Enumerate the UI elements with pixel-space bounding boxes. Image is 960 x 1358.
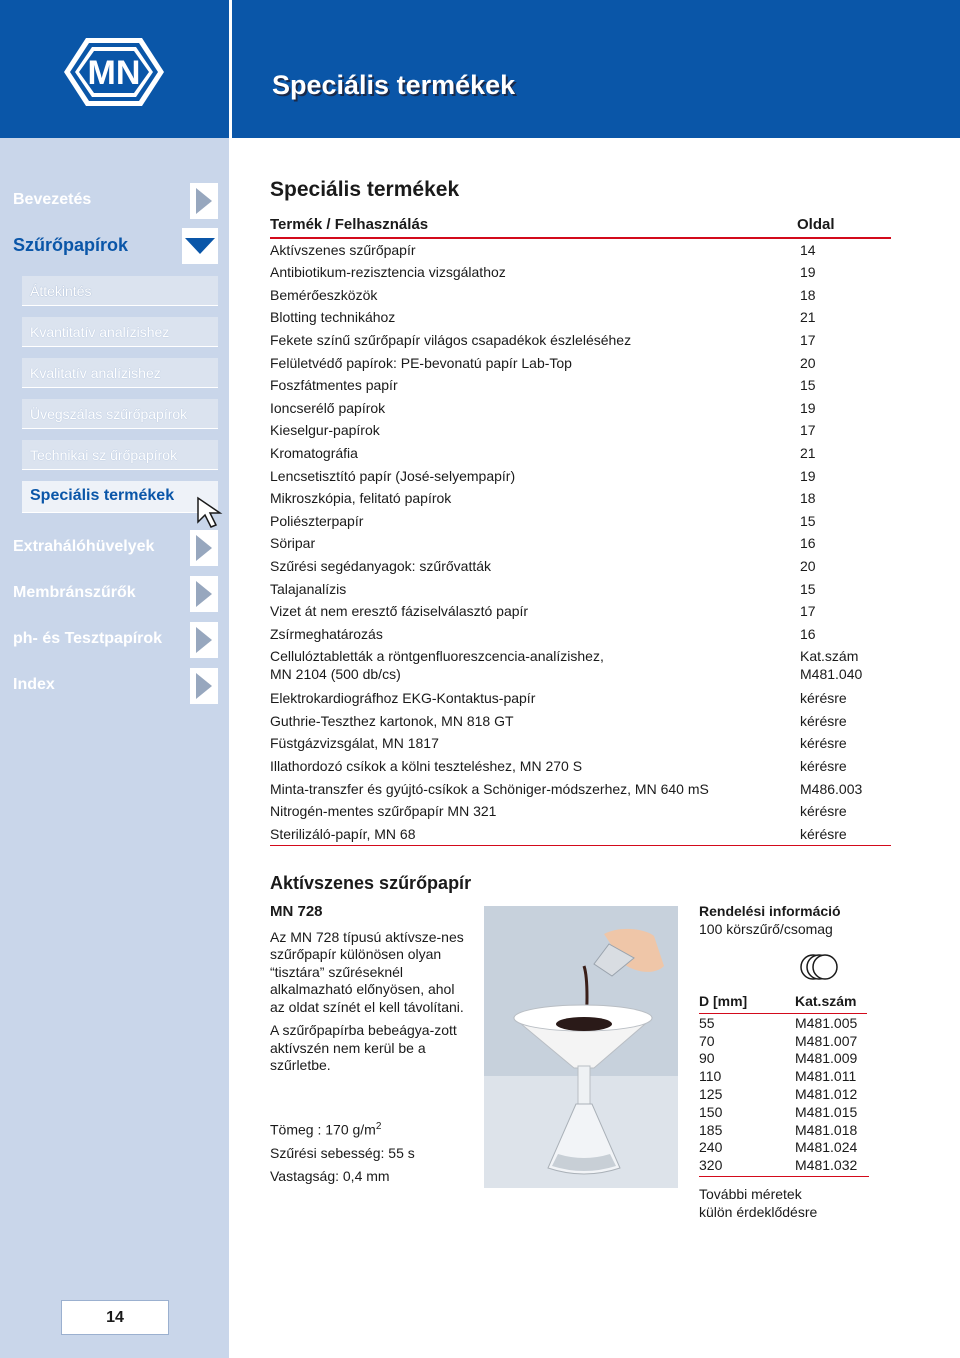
order-row	[699, 1032, 867, 1050]
sidebar-item-specialis[interactable]	[22, 481, 218, 513]
table-row	[270, 329, 891, 352]
product-photo	[484, 906, 678, 1188]
row-name: Illathordozó csíkok a kölni teszteléshez, MN 270 S	[270, 758, 583, 775]
row-page: 21	[800, 444, 816, 461]
chevron-right-icon	[190, 530, 218, 566]
row-page: kérésre	[800, 735, 847, 752]
spec-speed: Szűrési sebesség: 55 s	[270, 1144, 415, 1161]
filter-circles-icon	[799, 951, 839, 983]
row-page: 15	[800, 580, 816, 597]
row-name: Zsírmeghatározás	[270, 625, 383, 642]
cursor-arrow-icon	[194, 494, 230, 530]
order-row	[699, 1121, 867, 1139]
table-row	[270, 800, 891, 823]
spec-thickness: Vastagság: 0,4 mm	[270, 1167, 390, 1184]
table-row	[270, 419, 891, 442]
order-d: 150	[699, 1103, 723, 1120]
order-cat: M481.032	[795, 1157, 858, 1174]
col-d: D [mm]	[699, 993, 795, 1014]
row-name: Foszfátmentes papír	[270, 377, 398, 394]
order-row	[699, 1050, 867, 1068]
table-row	[270, 823, 891, 846]
row-name: Kieselgur-papírok	[270, 422, 380, 439]
row-name: Antibiotikum-rezisztencia vizsgálathoz	[270, 264, 506, 281]
row-name: Cellulóztabletták a röntgenfluoreszcencia-analízishez,	[270, 648, 604, 665]
nav-item-bevezetes[interactable]	[0, 183, 218, 219]
table-row	[270, 374, 891, 397]
order-row	[699, 1085, 867, 1103]
order-row	[699, 1103, 867, 1121]
table-row	[270, 465, 891, 488]
order-note-2: külön érdeklődésre	[699, 1204, 818, 1221]
chevron-right-icon	[190, 622, 218, 658]
spec-weight: Tömeg : 170 g/m	[270, 1121, 376, 1138]
row-page: 17	[800, 422, 816, 439]
table-row	[270, 778, 891, 801]
row-name: Poliészterpapír	[270, 512, 364, 529]
row-cat-head: Kat.szám	[800, 648, 859, 665]
order-heading: Rendelési információ	[699, 903, 841, 919]
table-row	[270, 755, 891, 778]
table-row	[270, 510, 891, 533]
col-cat: Kat.szám	[795, 993, 867, 1014]
order-d: 320	[699, 1157, 723, 1174]
row-name: Fekete színű szűrőpapír világos csapadékok észleléséhez	[270, 331, 632, 348]
table-row	[270, 555, 891, 578]
order-row	[699, 1014, 867, 1032]
row-name: Mikroszkópia, felitató papírok	[270, 490, 452, 507]
section-title: Speciális termékek	[270, 178, 460, 201]
table-row	[270, 352, 891, 375]
table-row	[270, 732, 891, 755]
row-name: Guthrie-Teszthez kartonok, MN 818 GT	[270, 712, 514, 729]
row-name: Aktívszenes szűrőpapír	[270, 241, 416, 258]
row-page: kérésre	[800, 758, 847, 775]
table-row	[270, 578, 891, 601]
order-cat: M481.011	[795, 1068, 857, 1085]
row-page: kérésre	[800, 825, 847, 842]
table-row	[270, 532, 891, 555]
row-page: 18	[800, 490, 816, 507]
nav-item-tesztpapirok[interactable]	[0, 622, 218, 658]
table-row	[270, 623, 891, 646]
table-row	[270, 442, 891, 465]
order-d: 70	[699, 1032, 715, 1049]
row-name: Elektrokardiográfhoz EKG-Kontaktus-papír	[270, 690, 536, 707]
row-name: Talajanalízis	[270, 580, 347, 597]
nav-label: ph- és Tesztpapírok	[13, 630, 163, 647]
row-page: 14	[800, 241, 816, 258]
table-row	[270, 239, 891, 262]
nav-label: Bevezetés	[13, 191, 92, 208]
order-info	[699, 903, 869, 1221]
sidebar-item-kvantitativ[interactable]	[22, 317, 218, 347]
order-d: 125	[699, 1086, 723, 1103]
row-name: Söripar	[270, 535, 316, 552]
nav-item-index[interactable]	[0, 668, 218, 704]
row-page: kérésre	[800, 803, 847, 820]
order-cat: M481.018	[795, 1121, 858, 1138]
product-code: MN 728	[270, 903, 323, 920]
row-page: 20	[800, 557, 816, 574]
row-name-2: MN 2104 (500 db/cs)	[270, 666, 401, 683]
sidebar-item-attekintes[interactable]	[22, 276, 218, 306]
order-row	[699, 1067, 867, 1085]
order-cat: M481.005	[795, 1014, 858, 1031]
sub-label: Áttekintés	[30, 283, 92, 299]
row-name: Szűrési segédanyagok: szűrővatták	[270, 557, 492, 574]
sub-label: Üvegszálas szűrőpapírok	[30, 406, 188, 422]
row-name: Kromatográfia	[270, 444, 358, 461]
nav-label-active: Szűrőpapírok	[13, 235, 129, 255]
row-page: kérésre	[800, 690, 847, 707]
row-page: 19	[800, 399, 816, 416]
row-name: Minta-transzfer és gyújtó-csíkok a Schöniger-módszerhez, MN 640 mS	[270, 780, 709, 797]
table-row-cellulose	[270, 645, 891, 687]
row-page: 16	[800, 535, 816, 552]
page-banner-title: Speciális termékek	[272, 70, 516, 100]
sub-label-active: Speciális termékek	[30, 487, 175, 504]
nav-item-szuropapirok[interactable]	[0, 228, 218, 264]
product-specs	[270, 1115, 415, 1188]
row-name: Bemérőeszközök	[270, 286, 378, 303]
row-name: Blotting technikához	[270, 309, 396, 326]
top-banner	[229, 0, 960, 138]
nav-item-extrahalohuvelyek[interactable]	[0, 530, 218, 566]
row-page: 15	[800, 512, 816, 529]
sub-label: Technikai sz űrőpapírok	[30, 447, 178, 463]
logo-band	[0, 0, 229, 138]
order-d: 90	[699, 1050, 715, 1067]
sidebar-item-uvegszalas[interactable]	[22, 399, 218, 429]
row-name: Felületvédő papírok: PE-bevonatú papír Lab-Top	[270, 354, 572, 371]
row-page: 15	[800, 377, 816, 394]
row-page: 17	[800, 331, 816, 348]
row-name: Ioncserélő papírok	[270, 399, 386, 416]
page-number: 14	[61, 1300, 169, 1335]
row-page: 16	[800, 625, 816, 642]
row-page: 19	[800, 264, 816, 281]
order-cat: M481.007	[795, 1032, 858, 1049]
table-header	[270, 214, 891, 239]
row-name: Lencsetisztító papír (José-selyempapír)	[270, 467, 516, 484]
row-page: M486.003	[800, 780, 863, 797]
row-page: 20	[800, 354, 816, 371]
chevron-down-icon	[182, 228, 218, 264]
row-page: 18	[800, 286, 816, 303]
spec-weight-sup: 2	[375, 1121, 382, 1132]
logo-text: MN	[87, 54, 141, 92]
order-cat: M481.015	[795, 1103, 858, 1120]
table-row	[270, 710, 891, 733]
table-row	[270, 600, 891, 623]
sub-label: Kvalitatív analízishez	[30, 365, 161, 381]
order-cat: M481.024	[795, 1139, 858, 1156]
order-pack: 100 körszűrő/csomag	[699, 921, 833, 937]
row-name: Nitrogén-mentes szűrőpapír MN 321	[270, 803, 497, 820]
row-page: 19	[800, 467, 816, 484]
header-page: Oldal	[797, 216, 835, 233]
table-row	[270, 284, 891, 307]
row-page: 21	[800, 309, 816, 326]
chevron-right-icon	[190, 183, 218, 219]
product-description	[270, 903, 470, 1075]
sidebar-item-kvalitativ[interactable]	[22, 358, 218, 388]
table-row	[270, 306, 891, 329]
table-row	[270, 487, 891, 510]
nav-label: Index	[13, 676, 55, 693]
header-product: Termék / Felhasználás	[270, 216, 429, 233]
order-d: 240	[699, 1139, 723, 1156]
row-name: Vizet át nem eresztő fáziselválasztó papír	[270, 603, 529, 620]
order-row	[699, 1139, 867, 1157]
order-cat: M481.012	[795, 1086, 858, 1103]
nav-label: Membránszűrők	[13, 584, 136, 601]
sidebar-item-technikai[interactable]	[22, 440, 218, 470]
product-table	[270, 214, 891, 846]
order-d: 55	[699, 1014, 715, 1031]
nav-item-membranszurok[interactable]	[0, 576, 218, 612]
product-para-1: Az MN 728 típusú aktívsze-nes szűrőpapír különösen olyan “tisztára” szűréseknél alkalmazható előnyösen, ahol az oldat színét el kell távolítani.	[270, 928, 464, 1015]
row-page: kérésre	[800, 712, 847, 729]
sub-label: Kvantitatív analízishez	[30, 324, 170, 340]
order-row	[699, 1156, 867, 1174]
row-name: Füstgázvizsgálat, MN 1817	[270, 735, 439, 752]
row-name: Sterilizáló-papír, MN 68	[270, 825, 416, 842]
sidebar-divider	[229, 0, 232, 1358]
order-table	[699, 993, 867, 1174]
order-d: 185	[699, 1121, 723, 1138]
chevron-right-icon	[190, 668, 218, 704]
table-row	[270, 397, 891, 420]
order-d: 110	[699, 1068, 722, 1085]
mn-logo	[58, 34, 170, 110]
nav-label: Extrahálóhüvelyek	[13, 538, 155, 555]
order-note-1: További méretek	[699, 1186, 802, 1203]
order-cat: M481.009	[795, 1050, 858, 1067]
row-page: 17	[800, 603, 816, 620]
table-row	[270, 261, 891, 284]
product-title: Aktívszenes szűrőpapír	[270, 873, 472, 893]
product-para-2: A szűrőpapírba bebeágya-zott aktívszén nem kerül be a szűrletbe.	[270, 1022, 457, 1073]
table-row	[270, 687, 891, 710]
row-cat: M481.040	[800, 666, 863, 683]
chevron-right-icon	[190, 576, 218, 612]
